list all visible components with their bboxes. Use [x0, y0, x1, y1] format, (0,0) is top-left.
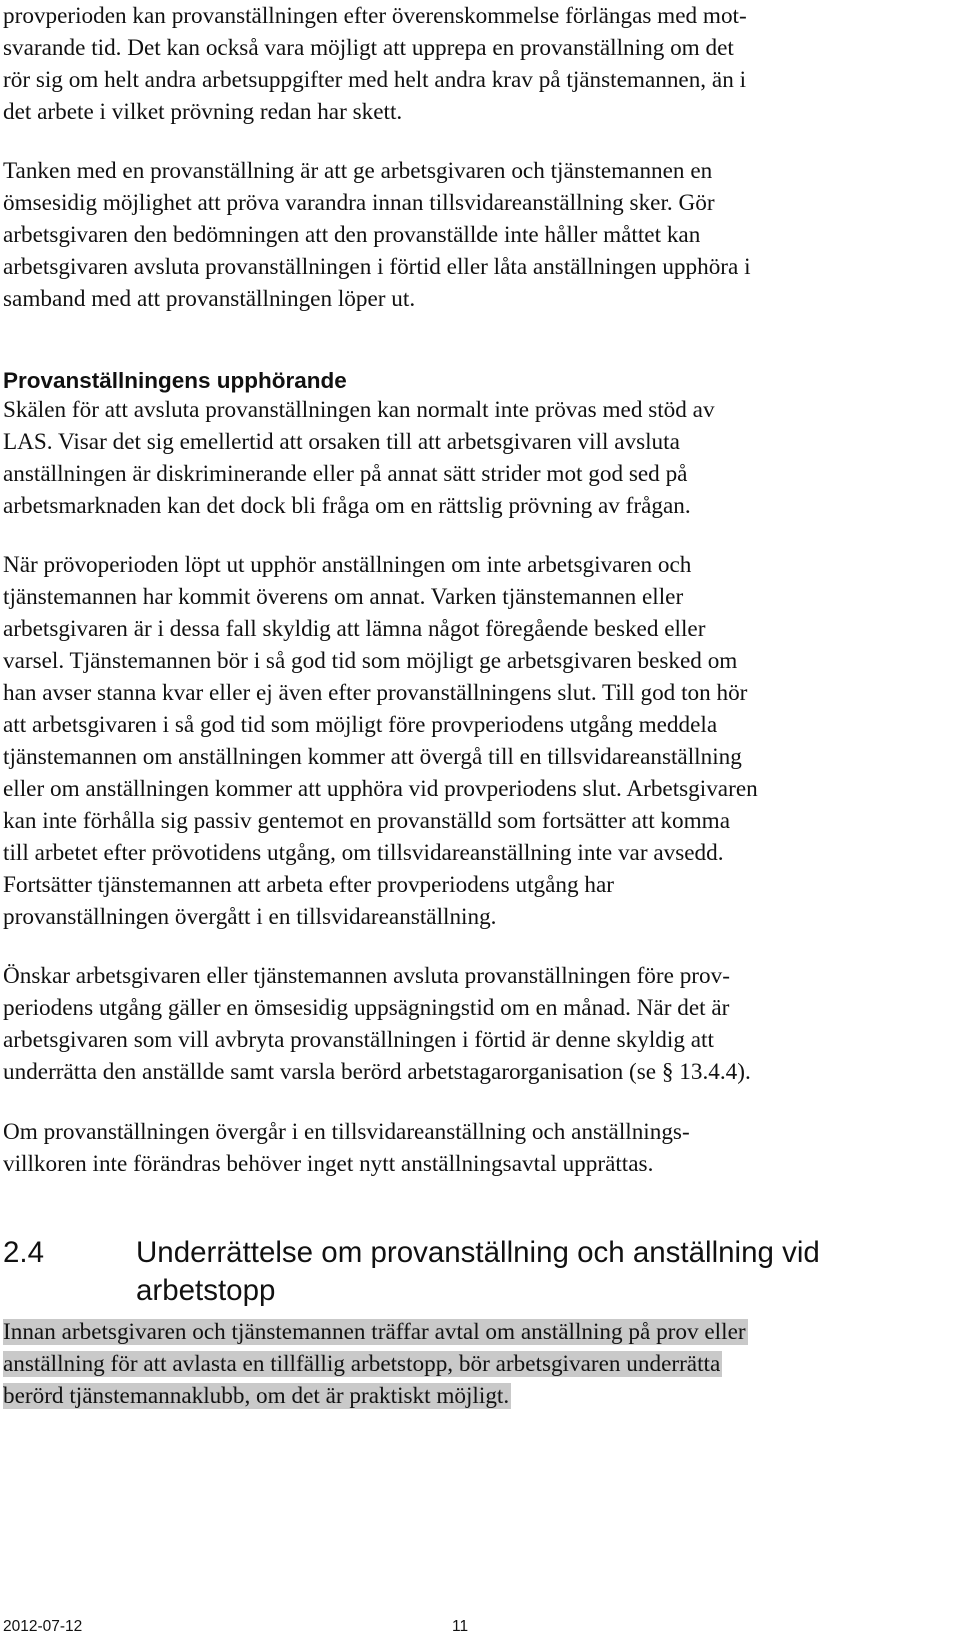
text-line: Önskar arbetsgivaren eller tjänstemannen avsluta provanställningen före prov- — [3, 963, 730, 989]
text-line: arbetsgivaren avsluta provanställningen i förtid eller låta anställningen upphöra i — [3, 254, 751, 280]
text-line: ömsesidig möjlighet att pröva varandra innan tillsvidareanställning sker. Gör — [3, 190, 715, 216]
text-line: underrätta den anställde samt varsla berörd arbetstagarorganisation (se § 13.4.4). — [3, 1059, 751, 1085]
text-line: LAS. Visar det sig emellertid att orsaken till att arbetsgivaren vill avsluta — [3, 429, 680, 455]
text-line: arbetsgivaren som vill avbryta provanställningen i förtid är denne skyldig att — [3, 1027, 714, 1053]
text-line: att arbetsgivaren i så god tid som möjligt före provperiodens utgång meddela — [3, 712, 718, 738]
section-title-line: arbetstopp — [136, 1274, 276, 1307]
highlighted-text-line — [3, 1380, 511, 1412]
text-line: Tanken med en provanställning är att ge arbetsgivaren och tjänstemannen en — [3, 158, 713, 184]
highlight-span: anställning för att avlasta en tillfällig arbetstopp, bör arbetsgivaren underrätta — [3, 1351, 721, 1377]
text-line: varsel. Tjänstemannen bör i så god tid som möjligt ge arbetsgivaren besked om — [3, 648, 738, 674]
highlighted-text-line — [3, 1348, 722, 1380]
text-line: villkoren inte förändras behöver inget nytt anställningsavtal upprättas. — [3, 1151, 654, 1177]
text-line: tjänstemannen om anställningen kommer att övergå till en tillsvidareanställning — [3, 744, 742, 770]
text-line: När prövoperioden löpt ut upphör anställningen om inte arbetsgivaren och — [3, 552, 692, 578]
text-line: svarande tid. Det kan också vara möjligt att upprepa en provanställning om det — [3, 35, 734, 61]
highlighted-text-line — [3, 1316, 748, 1348]
text-line: kan inte förhålla sig passiv gentemot en provanställd som fortsätter att komma — [3, 808, 731, 834]
text-line: till arbetet efter prövotidens utgång, om tillsvidareanställning inte var avsedd. — [3, 840, 724, 866]
text-line: provanställningen övergått i en tillsvidareanställning. — [3, 904, 497, 930]
section-number: 2.4 — [3, 1236, 45, 1269]
text-line: Skälen för att avsluta provanställningen kan normalt inte prövas med stöd av — [3, 397, 715, 423]
highlight-span: Innan arbetsgivaren och tjänstemannen träffar avtal om anställning på prov eller — [3, 1319, 746, 1345]
section-title-line: Underrättelse om provanställning och anställning vid — [136, 1236, 820, 1269]
text-line: Fortsätter tjänstemannen att arbeta efter provperiodens utgång har — [3, 872, 615, 898]
footer-page-number: 11 — [452, 1618, 469, 1635]
text-line: periodens utgång gäller en ömsesidig uppsägningstid om en månad. När det är — [3, 995, 730, 1021]
footer-date: 2012-07-12 — [3, 1618, 83, 1635]
text-line: arbetsgivaren den bedömningen att den provanställde inte håller måttet kan — [3, 222, 701, 248]
text-line: eller om anställningen kommer att upphöra vid provperiodens slut. Arbetsgivaren — [3, 776, 758, 802]
text-line: det arbete i vilket prövning redan har skett. — [3, 99, 403, 125]
text-line: anställningen är diskriminerande eller på annat sätt strider mot god sed på — [3, 461, 688, 487]
subheading-trial-termination: Provanställningens upphörande — [3, 368, 347, 393]
text-line: rör sig om helt andra arbetsuppgifter med helt andra krav på tjänstemannen, än i — [3, 67, 747, 93]
text-line: arbetsmarknaden kan det dock bli fråga om en rättslig prövning av frågan. — [3, 493, 691, 519]
highlight-span: berörd tjänstemannaklubb, om det är praktiskt möjligt. — [3, 1383, 510, 1409]
text-line: arbetsgivaren är i dessa fall skyldig att lämna något föregående besked eller — [3, 616, 706, 642]
text-line: Om provanställningen övergår i en tillsvidareanställning och anställnings- — [3, 1119, 690, 1145]
text-line: tjänstemannen har kommit överens om annat. Varken tjänstemannen eller — [3, 584, 684, 610]
text-line: han avser stanna kvar eller ej även efter provanställningens slut. Till god ton hör — [3, 680, 748, 706]
text-line: provperioden kan provanställningen efter överenskommelse förlängas med mot- — [3, 3, 747, 29]
text-line: samband med att provanställningen löper ut. — [3, 286, 416, 312]
